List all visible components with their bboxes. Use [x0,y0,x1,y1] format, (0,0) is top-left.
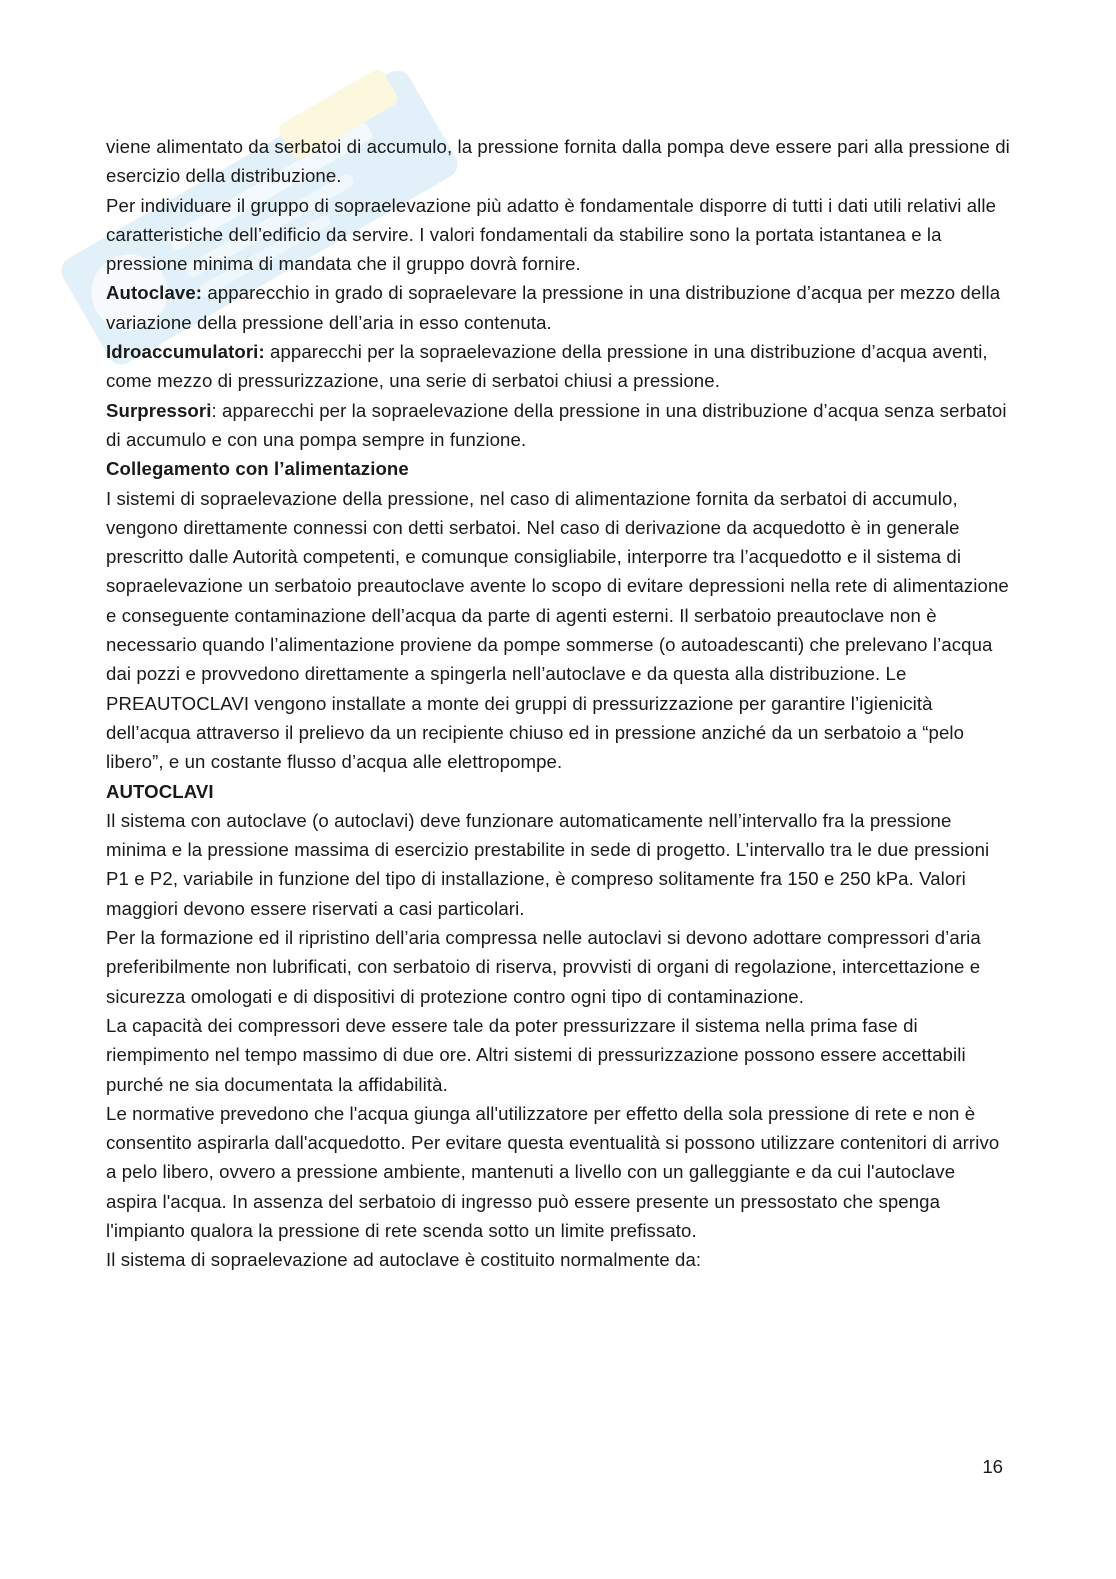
paragraph-text: apparecchio in grado di sopraelevare la pressione in una distribuzione d’acqua per mezzo della variazione della pressione dell’aria in esso contenuta. [106,282,1001,333]
term-label: Surpressori [106,399,212,421]
paragraph-text: : apparecchi per la sopraelevazione della pressione in una distribuzione d’acqua senza serbatoi di accumulo e con una pompa sempre in funzione. [106,399,1007,450]
paragraph-text: Per la formazione ed il ripristino dell’aria compressa nelle autoclavi si devono adottare compressori d’aria preferibilmente non lubrificati, con serbatoio di riserva, provvisti di organi di regolazione, intercettazione e sicurezza omologati e di dispositivi di protezione contro ogni tipo di contaminazione. [106,927,981,1007]
term-label: Autoclave: [106,282,203,304]
paragraph-text: Le normative prevedono che l'acqua giunga all'utilizzatore per effetto della sola pressione di rete e non è consentito aspirarla dall'acquedotto. Per evitare questa eventualità si possono utilizzare contenitori di arrivo a pelo libero, ovvero a pressione ambiente, mantenuti a livello con un galleggiante e da cui l'autoclave aspira l'acqua. In assenza del serbatoio di ingresso può essere presente un pressostato che spenga l'impianto qualora la pressione di rete scenda sotto un limite prefissato. [106,1102,1000,1241]
term-label: Collegamento con l’alimentazione [106,458,409,480]
paragraph [106,923,1011,1011]
paragraph [106,191,1011,279]
paragraph-text: Il sistema di sopraelevazione ad autoclave è costituito normalmente da: [106,1249,702,1271]
paragraph-text: I sistemi di sopraelevazione della pressione, nel caso di alimentazione fornita da serbatoi di accumulo, vengono direttamente connessi con detti serbatoi. Nel caso di derivazione da acquedotto è in generale prescritto dalle Autorità competenti, e comunque consigliabile, interporre tra l’acquedotto e il sistema di sopraelevazione un serbatoio preautoclave avente lo scopo di evitare depressioni nella rete di alimentazione e conseguente contaminazione dell’acqua da parte di agenti esterni. Il serbatoio preautoclave non è necessario quando l’alimentazione proviene da pompe sommerse (o autoadescanti) che prelevano l’acqua dai pozzi e provvedono direttamente a spingerla nell’autoclave e da questa alla distribuzione. Le PREAUTOCLAVI vengono installate a monte dei gruppi di pressurizzazione per garantire l’igienicità dell’acqua attraverso il prelievo da un recipiente chiuso ed in pressione anziché da un serbatoio a “pelo libero”, e un costante flusso d’acqua alle elettropompe. [106,487,1009,773]
paragraph [106,1099,1011,1245]
paragraph [106,484,1011,777]
term-label: AUTOCLAVI [106,780,214,802]
paragraph [106,132,1011,191]
term-label: Idroaccumulatori: [106,341,265,363]
paragraph-text: apparecchi per la sopraelevazione della pressione in una distribuzione d’acqua aventi, come mezzo di pressurizzazione, una serie di serbatoi chiusi a pressione. [106,341,988,392]
paragraph [106,1245,1011,1274]
paragraph [106,396,1011,455]
paragraph-text: viene alimentato da serbatoi di accumulo, la pressione fornita dalla pompa deve essere pari alla pressione di esercizio della distribuzione. [106,136,1010,187]
paragraph-text: La capacità dei compressori deve essere tale da poter pressurizzare il sistema nella prima fase di riempimento nel tempo massimo di due ore. Altri sistemi di pressurizzazione possono essere accettabili purché ne sia documentata la affidabilità. [106,1014,966,1095]
paragraph [106,806,1011,923]
paragraph [106,278,1011,337]
page-number: 16 [982,1456,1003,1477]
section-heading [106,777,1011,806]
paragraph-text: Per individuare il gruppo di sopraelevazione più adatto è fondamentale disporre di tutti i dati utili relativi alle caratteristiche dell’edificio da servire. I valori fondamentali da stabilire sono la portata istantanea e la pressione minima di mandata che il gruppo dovrà fornire. [106,194,997,275]
section-heading [106,454,1011,483]
document-body [106,132,1011,1275]
paragraph-text: Il sistema con autoclave (o autoclavi) deve funzionare automaticamente nell’intervallo fra la pressione minima e la pressione massima di esercizio prestabilite in sede di progetto. L’intervallo tra le due pressioni P1 e P2, variabile in funzione del tipo di installazione, è compreso solitamente fra 150 e 250 kPa. Valori maggiori devono essere riservati a casi particolari. [106,809,990,919]
paragraph [106,1011,1011,1099]
paragraph [106,337,1011,396]
